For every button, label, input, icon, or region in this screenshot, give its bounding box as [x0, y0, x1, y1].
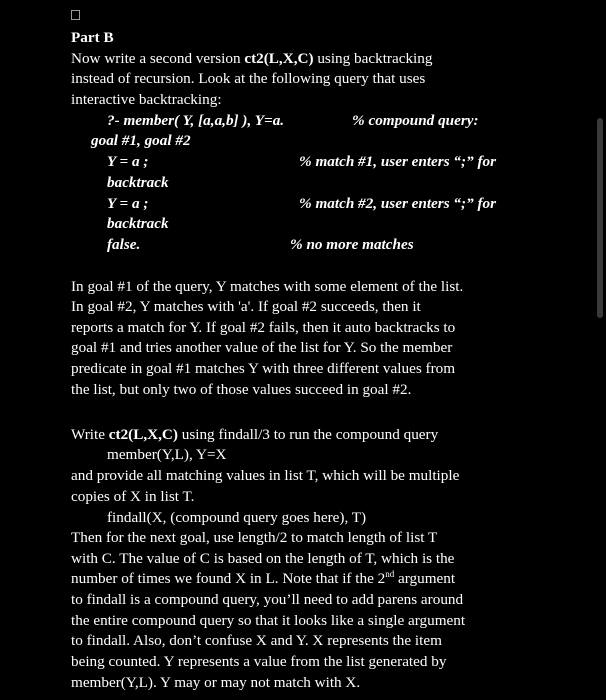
scrollbar[interactable]	[597, 118, 603, 318]
para3-line: being counted. Y represents a value from the list generated by	[71, 653, 447, 670]
query-line: ?- member( Y, [a,a,b] ), Y=a.	[107, 112, 285, 129]
para3-line: and provide all matching values in list T, which will be multiple	[71, 467, 460, 484]
query-line: backtrack	[107, 215, 169, 232]
para3-line: member(Y,L), Y=X	[107, 446, 227, 463]
para3-line: the entire compound query so that it looks like a single argument	[71, 612, 466, 629]
para3-line: copies of X in list T.	[71, 488, 195, 505]
query-comment: % no more matches	[290, 236, 414, 253]
para3-line: Then for the next goal, use length/2 to match length of list T	[71, 529, 438, 546]
para2-line: predicate in goal #1 matches Y with three different values from	[71, 360, 456, 377]
intro-line-2: instead of recursion. Look at the following query that uses	[71, 70, 426, 87]
para3-line: findall(X, (compound query goes here), T)	[107, 509, 367, 526]
para3-line: Write ct2(L,X,C) using findall/3 to run the compound query	[71, 426, 439, 443]
para3-line: number of times we found X in L. Note that if the 2nd argument	[71, 568, 456, 587]
query-line: Y = a ;	[107, 153, 149, 170]
query-line: goal #1, goal #2	[91, 132, 191, 149]
para3-line: to findall is a compound query, you’ll need to add parens around	[71, 591, 464, 608]
para3-line: to findall. Also, don’t confuse X and Y. X represents the item	[71, 632, 442, 649]
para3-line: with C. The value of C is based on the length of T, which is the	[71, 550, 455, 567]
query-line: false.	[107, 236, 141, 253]
query-line: Y = a ;	[107, 195, 149, 212]
intro-line-1: Now write a second version ct2(L,X,C) using backtracking	[71, 50, 433, 67]
query-comment: % compound query:	[352, 112, 479, 129]
para3-line: member(Y,L). Y may or may not match with X.	[71, 674, 361, 691]
part-heading: Part B	[71, 29, 114, 46]
checkbox-icon[interactable]	[71, 10, 80, 20]
para2-line: In goal #2, Y matches with 'a'. If goal #2 succeeds, then it	[71, 298, 421, 315]
para2-line: the list, but only two of those values succeed in goal #2.	[71, 381, 412, 398]
para2-line: In goal #1 of the query, Y matches with some element of the list.	[71, 278, 464, 295]
query-comment: % match #2, user enters “;” for	[299, 195, 497, 212]
query-comment: % match #1, user enters “;” for	[299, 153, 497, 170]
intro-line-3: interactive backtracking:	[71, 91, 222, 108]
para2-line: reports a match for Y. If goal #2 fails, then it auto backtracks to	[71, 319, 456, 336]
para2-line: goal #1 and tries another value of the list for Y. So the member	[71, 339, 453, 356]
query-line: backtrack	[107, 174, 169, 191]
